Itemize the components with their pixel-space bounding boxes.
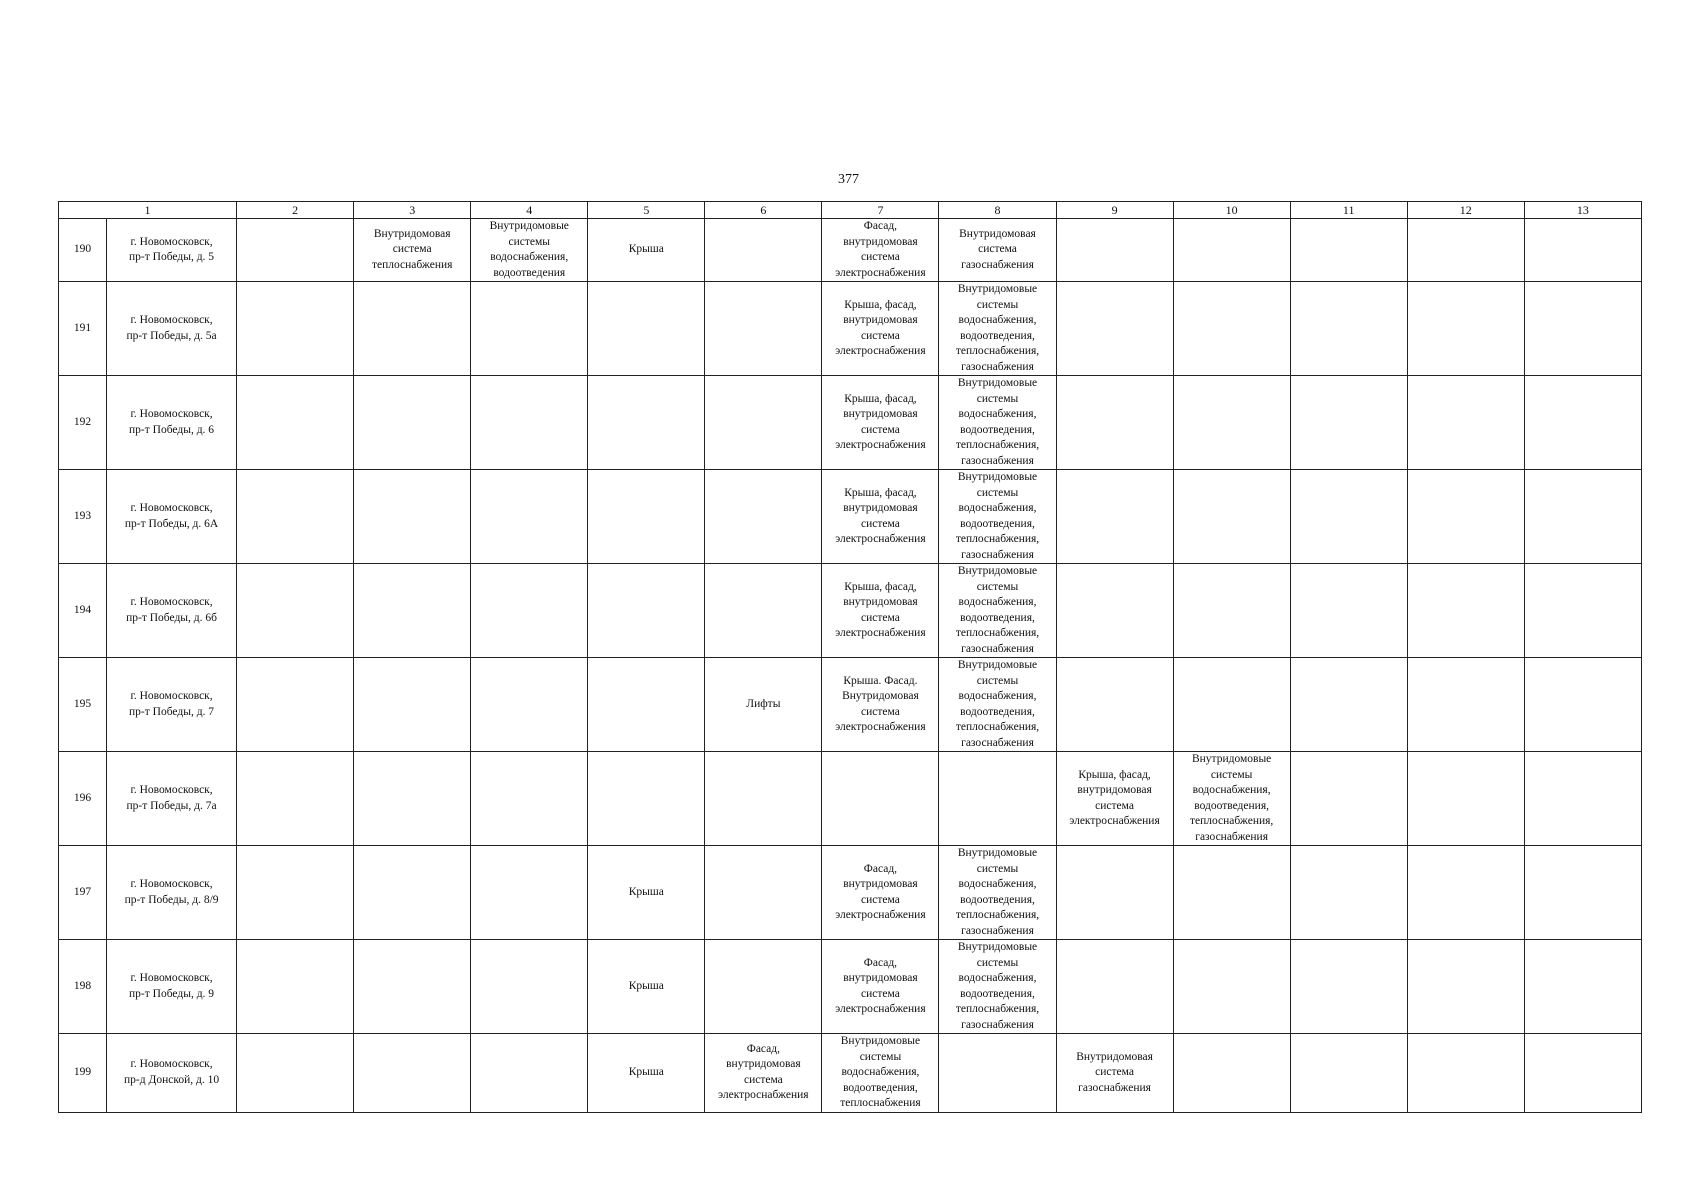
work-cell-col-6 <box>705 282 822 376</box>
work-cell-col-11 <box>1290 752 1407 846</box>
row-number: 194 <box>59 564 107 658</box>
work-cell-col-4 <box>471 376 588 470</box>
work-cell-col-7: Фасад, внутридомовая система электроснабжения <box>822 219 939 282</box>
column-header-10: 10 <box>1173 202 1290 219</box>
work-cell-col-11 <box>1290 940 1407 1034</box>
work-cell-col-3 <box>354 376 471 470</box>
table-row <box>59 752 1642 846</box>
work-cell-col-8 <box>939 1034 1056 1113</box>
work-cell-col-13 <box>1524 564 1641 658</box>
work-cell-col-7: Внутридомовые системы водоснабжения, водоотведения, теплоснабжения <box>822 1034 939 1113</box>
work-cell-col-3 <box>354 564 471 658</box>
row-number: 190 <box>59 219 107 282</box>
work-cell-col-8: Внутридомовые системы водоснабжения, водоотведения, теплоснабжения, газоснабжения <box>939 564 1056 658</box>
column-header-12: 12 <box>1407 202 1524 219</box>
work-cell-col-2 <box>237 846 354 940</box>
address-cell: г. Новомосковск, пр-т Победы, д. 5 <box>107 219 237 282</box>
column-header-8: 8 <box>939 202 1056 219</box>
row-number: 196 <box>59 752 107 846</box>
work-cell-col-5 <box>588 470 705 564</box>
header-row <box>59 202 1642 219</box>
work-cell-col-10 <box>1173 219 1290 282</box>
work-cell-col-3 <box>354 282 471 376</box>
work-cell-col-6: Фасад, внутридомовая система электроснабжения <box>705 1034 822 1113</box>
work-cell-col-5 <box>588 658 705 752</box>
work-cell-col-12 <box>1407 940 1524 1034</box>
work-cell-col-4 <box>471 846 588 940</box>
address-cell: г. Новомосковск, пр-т Победы, д. 6б <box>107 564 237 658</box>
address-cell: г. Новомосковск, пр-т Победы, д. 5а <box>107 282 237 376</box>
work-cell-col-10 <box>1173 564 1290 658</box>
work-cell-col-9 <box>1056 282 1173 376</box>
column-header-1: 1 <box>59 202 237 219</box>
work-cell-col-12 <box>1407 282 1524 376</box>
work-cell-col-7: Фасад, внутридомовая система электроснабжения <box>822 846 939 940</box>
work-cell-col-13 <box>1524 376 1641 470</box>
work-cell-col-13 <box>1524 470 1641 564</box>
work-cell-col-11 <box>1290 658 1407 752</box>
work-cell-col-10 <box>1173 658 1290 752</box>
address-cell: г. Новомосковск, пр-т Победы, д. 7а <box>107 752 237 846</box>
work-cell-col-6 <box>705 564 822 658</box>
row-number: 195 <box>59 658 107 752</box>
work-cell-col-8: Внутридомовые системы водоснабжения, водоотведения, теплоснабжения, газоснабжения <box>939 940 1056 1034</box>
work-cell-col-13 <box>1524 282 1641 376</box>
table-row <box>59 846 1642 940</box>
work-cell-col-3 <box>354 752 471 846</box>
work-cell-col-5: Крыша <box>588 940 705 1034</box>
work-cell-col-10 <box>1173 1034 1290 1113</box>
work-cell-col-2 <box>237 219 354 282</box>
work-cell-col-5: Крыша <box>588 219 705 282</box>
work-cell-col-11 <box>1290 219 1407 282</box>
work-cell-col-2 <box>237 376 354 470</box>
column-header-13: 13 <box>1524 202 1641 219</box>
work-cell-col-6 <box>705 376 822 470</box>
work-cell-col-12 <box>1407 658 1524 752</box>
work-cell-col-8: Внутридомовые системы водоснабжения, водоотведения, теплоснабжения, газоснабжения <box>939 658 1056 752</box>
work-cell-col-8 <box>939 752 1056 846</box>
work-cell-col-2 <box>237 658 354 752</box>
row-number: 199 <box>59 1034 107 1113</box>
page-number: 377 <box>838 172 859 187</box>
table-row <box>59 470 1642 564</box>
table-row <box>59 658 1642 752</box>
row-number: 193 <box>59 470 107 564</box>
address-cell: г. Новомосковск, пр-т Победы, д. 6А <box>107 470 237 564</box>
work-cell-col-6 <box>705 752 822 846</box>
work-cell-col-5 <box>588 752 705 846</box>
address-cell: г. Новомосковск, пр-т Победы, д. 8/9 <box>107 846 237 940</box>
work-cell-col-4 <box>471 940 588 1034</box>
work-cell-col-11 <box>1290 846 1407 940</box>
work-cell-col-8: Внутридомовые системы водоснабжения, водоотведения, теплоснабжения, газоснабжения <box>939 846 1056 940</box>
table-header <box>59 202 1642 219</box>
work-cell-col-11 <box>1290 376 1407 470</box>
row-number: 192 <box>59 376 107 470</box>
repair-schedule-table <box>58 201 1642 1113</box>
work-cell-col-5 <box>588 564 705 658</box>
column-header-11: 11 <box>1290 202 1407 219</box>
work-cell-col-4 <box>471 1034 588 1113</box>
work-cell-col-7: Крыша, фасад, внутридомовая система электроснабжения <box>822 564 939 658</box>
work-cell-col-12 <box>1407 376 1524 470</box>
work-cell-col-10 <box>1173 376 1290 470</box>
table-row <box>59 219 1642 282</box>
work-cell-col-3 <box>354 940 471 1034</box>
table-row <box>59 1034 1642 1113</box>
work-cell-col-8: Внутридомовые системы водоснабжения, водоотведения, теплоснабжения, газоснабжения <box>939 282 1056 376</box>
work-cell-col-13 <box>1524 752 1641 846</box>
work-cell-col-2 <box>237 752 354 846</box>
work-cell-col-4 <box>471 658 588 752</box>
work-cell-col-9 <box>1056 846 1173 940</box>
work-cell-col-2 <box>237 470 354 564</box>
column-header-4: 4 <box>471 202 588 219</box>
work-cell-col-7: Крыша. Фасад. Внутридомовая система электроснабжения <box>822 658 939 752</box>
work-cell-col-12 <box>1407 1034 1524 1113</box>
address-cell: г. Новомосковск, пр-д Донской, д. 10 <box>107 1034 237 1113</box>
work-cell-col-10 <box>1173 940 1290 1034</box>
work-cell-col-2 <box>237 564 354 658</box>
work-cell-col-9 <box>1056 564 1173 658</box>
work-cell-col-6 <box>705 940 822 1034</box>
table-body <box>59 219 1642 1113</box>
work-cell-col-10: Внутридомовые системы водоснабжения, водоотведения, теплоснабжения, газоснабжения <box>1173 752 1290 846</box>
work-cell-col-2 <box>237 282 354 376</box>
work-cell-col-13 <box>1524 846 1641 940</box>
work-cell-col-4 <box>471 282 588 376</box>
work-cell-col-11 <box>1290 470 1407 564</box>
column-header-2: 2 <box>237 202 354 219</box>
work-cell-col-11 <box>1290 282 1407 376</box>
work-cell-col-12 <box>1407 219 1524 282</box>
work-cell-col-9 <box>1056 658 1173 752</box>
work-cell-col-3 <box>354 658 471 752</box>
column-header-5: 5 <box>588 202 705 219</box>
work-cell-col-11 <box>1290 564 1407 658</box>
work-cell-col-8: Внутридомовые системы водоснабжения, водоотведения, теплоснабжения, газоснабжения <box>939 376 1056 470</box>
work-cell-col-7: Крыша, фасад, внутридомовая система электроснабжения <box>822 376 939 470</box>
work-cell-col-13 <box>1524 940 1641 1034</box>
work-cell-col-2 <box>237 940 354 1034</box>
column-header-6: 6 <box>705 202 822 219</box>
table-row <box>59 282 1642 376</box>
work-cell-col-6 <box>705 470 822 564</box>
work-cell-col-8: Внутридомовая система газоснабжения <box>939 219 1056 282</box>
address-cell: г. Новомосковск, пр-т Победы, д. 9 <box>107 940 237 1034</box>
work-cell-col-9: Крыша, фасад, внутридомовая система электроснабжения <box>1056 752 1173 846</box>
column-header-7: 7 <box>822 202 939 219</box>
row-number: 191 <box>59 282 107 376</box>
row-number: 198 <box>59 940 107 1034</box>
work-cell-col-3 <box>354 846 471 940</box>
work-cell-col-6 <box>705 219 822 282</box>
work-cell-col-11 <box>1290 1034 1407 1113</box>
work-cell-col-9 <box>1056 219 1173 282</box>
work-cell-col-12 <box>1407 470 1524 564</box>
work-cell-col-9 <box>1056 470 1173 564</box>
work-cell-col-6 <box>705 846 822 940</box>
work-cell-col-8: Внутридомовые системы водоснабжения, водоотведения, теплоснабжения, газоснабжения <box>939 470 1056 564</box>
work-cell-col-9 <box>1056 376 1173 470</box>
address-cell: г. Новомосковск, пр-т Победы, д. 7 <box>107 658 237 752</box>
work-cell-col-4 <box>471 564 588 658</box>
work-cell-col-7: Крыша, фасад, внутридомовая система электроснабжения <box>822 470 939 564</box>
work-cell-col-4 <box>471 752 588 846</box>
work-cell-col-5 <box>588 376 705 470</box>
table-row <box>59 376 1642 470</box>
work-cell-col-2 <box>237 1034 354 1113</box>
work-cell-col-12 <box>1407 846 1524 940</box>
work-cell-col-9: Внутридомовая система газоснабжения <box>1056 1034 1173 1113</box>
work-cell-col-13 <box>1524 658 1641 752</box>
address-cell: г. Новомосковск, пр-т Победы, д. 6 <box>107 376 237 470</box>
work-cell-col-9 <box>1056 940 1173 1034</box>
work-cell-col-13 <box>1524 1034 1641 1113</box>
work-cell-col-12 <box>1407 564 1524 658</box>
table-row <box>59 564 1642 658</box>
work-cell-col-13 <box>1524 219 1641 282</box>
work-cell-col-7: Крыша, фасад, внутридомовая система электроснабжения <box>822 282 939 376</box>
column-header-9: 9 <box>1056 202 1173 219</box>
work-cell-col-5 <box>588 282 705 376</box>
work-cell-col-10 <box>1173 282 1290 376</box>
work-cell-col-10 <box>1173 846 1290 940</box>
work-cell-col-12 <box>1407 752 1524 846</box>
table-row <box>59 940 1642 1034</box>
work-cell-col-5: Крыша <box>588 846 705 940</box>
work-cell-col-7 <box>822 752 939 846</box>
row-number: 197 <box>59 846 107 940</box>
work-cell-col-4 <box>471 470 588 564</box>
work-cell-col-5: Крыша <box>588 1034 705 1113</box>
work-cell-col-7: Фасад, внутридомовая система электроснабжения <box>822 940 939 1034</box>
work-cell-col-3 <box>354 470 471 564</box>
work-cell-col-10 <box>1173 470 1290 564</box>
work-cell-col-6: Лифты <box>705 658 822 752</box>
work-cell-col-3: Внутридомовая система теплоснабжения <box>354 219 471 282</box>
column-header-3: 3 <box>354 202 471 219</box>
work-cell-col-4: Внутридомовые системы водоснабжения, водоотведения <box>471 219 588 282</box>
work-cell-col-3 <box>354 1034 471 1113</box>
